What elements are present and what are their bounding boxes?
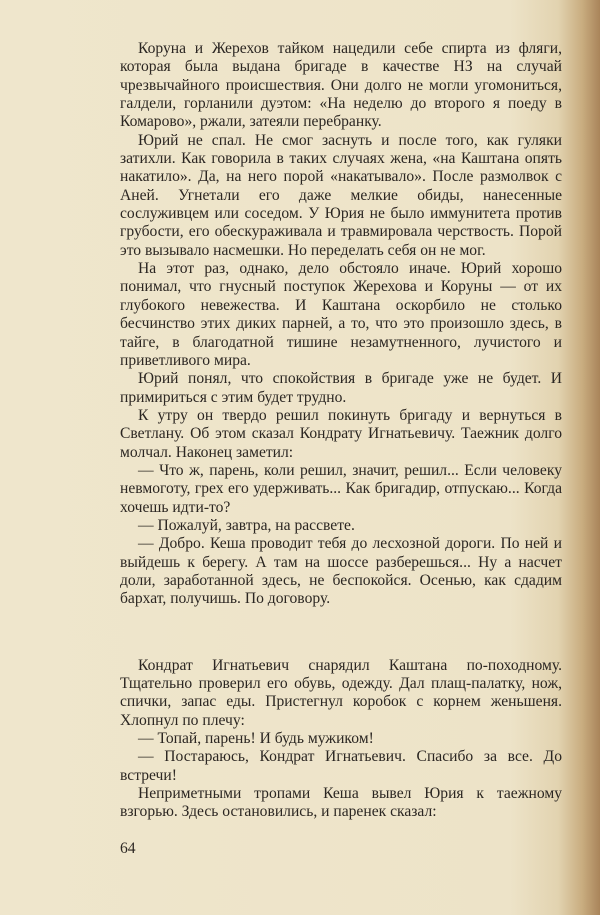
paragraph: Неприметными тропами Кеша вывел Юрия к таежному взгорью. Здесь остановились, и паренек сказал: (120, 785, 562, 821)
paragraph: На этот раз, однако, дело обстояло иначе. Юрий хорошо понимал, что гнусный поступок Жерехова и Коруны — от их глубокого невежества. И Каштана оскорбило не столько бесчинство этих диких парней, а то, что это произошло здесь, в тайге, в благодатной тишине незамутненного, лучистого и приветливого мира. (120, 260, 562, 369)
dialogue-line: — Топай, парень! И будь мужиком! (138, 730, 374, 748)
dialogue-line: — Постараюсь, Кондрат Игнатьевич. Спасибо за все. До встречи! (120, 748, 562, 784)
dialogue-line: — Пожалуй, завтра, на рассвете. (138, 516, 355, 534)
section-break (120, 609, 562, 657)
page-text (120, 40, 562, 822)
paragraph: Юрий не спал. Не смог заснуть и после того, как гуляки затихли. Как говорила в таких случаях жена, «на Каштана опять накатило». Да, на него порой «накатывало». После размолвок с Аней. Угнетали его даже мелкие обиды, нанесенные сослуживцем или соседом. У Юрия не было иммунитета против грубости, его обескураживала и травмировала черствость. Порой это вызывало насмешки. Но переделать себя он не мог. (120, 131, 562, 259)
dialogue-line: — Добро. Кеша проводит тебя до лесхозной дороги. По ней и выйдешь к берегу. А там на шоссе разберешься... Ну а насчет доли, заработанной здесь, не беспокойся. Осенью, как сдадим бархат, получишь. По договору. (120, 535, 562, 608)
paragraph: Коруна и Жерехов тайком нацедили себе спирта из фляги, которая была выдана бригаде в качестве НЗ на случай чрезвычайного происшествия. Они долго не могли угомониться, галдели, горланили дуэтом: «На неделю до второго я поеду в Комарово», ржали, затеяли перебранку. (120, 40, 562, 131)
paragraph: Юрий понял, что спокойствия в бригаде уже не будет. И примириться с этим будет трудно. (120, 370, 562, 406)
paragraph: Кондрат Игнатьевич снарядил Каштана по-походному. Тщательно проверил его обувь, одежду. Дал плащ-палатку, нож, спички, запас еды. Пристегнул коробок с корнем женьшеня. Хлопнул по плечу: (120, 656, 562, 729)
page-number: 64 (120, 840, 136, 857)
dialogue-line: — Что ж, парень, коли решил, значит, решил... Если человеку невмоготу, грех его удерживать... Как бригадир, отпускаю... Когда хочешь идти-то? (120, 461, 562, 516)
paragraph: К утру он твердо решил покинуть бригаду и вернуться в Светлану. Об этом сказал Кондрату Игнатьевичу. Таежник долго молчал. Наконец заметил: (120, 406, 562, 461)
